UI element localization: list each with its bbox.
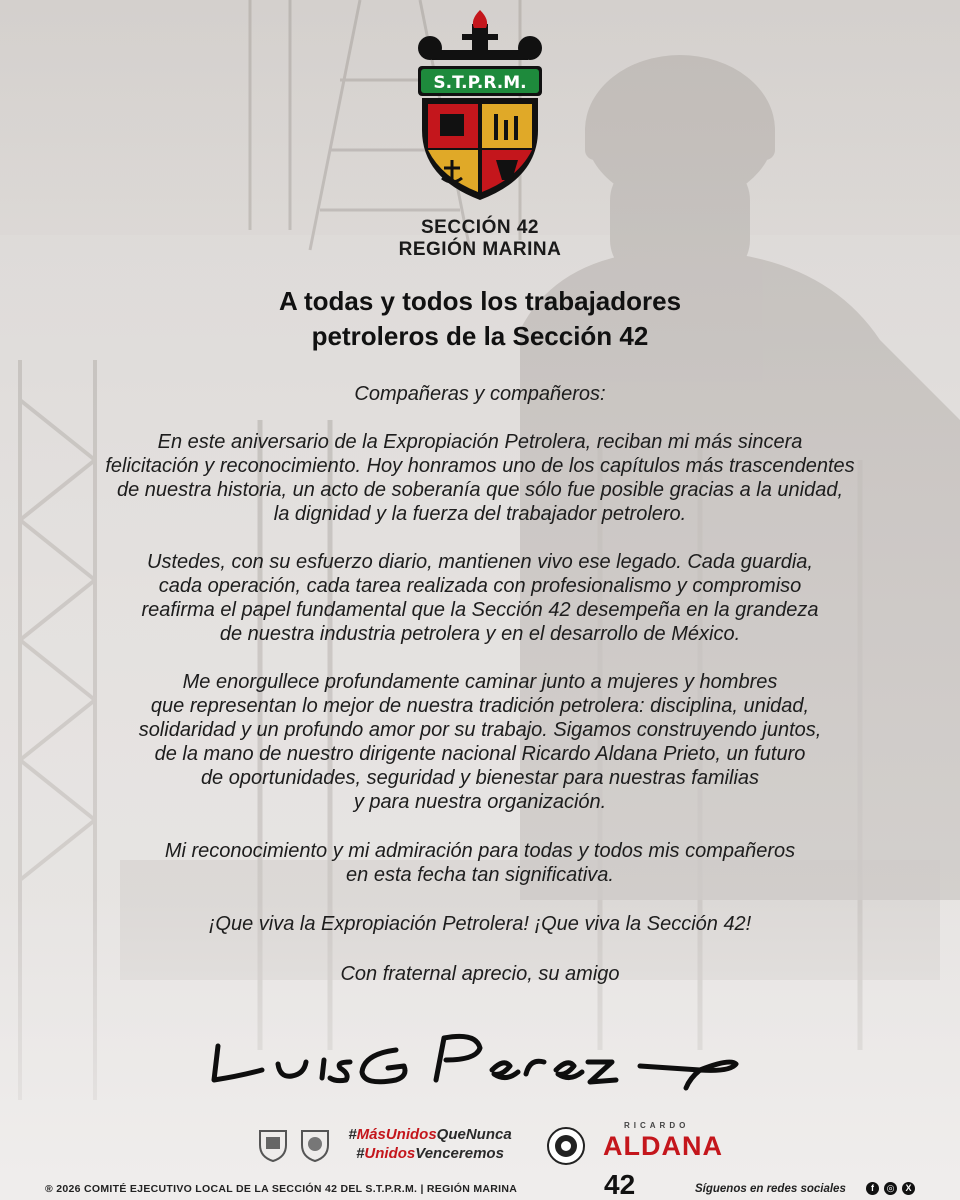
paragraph-line: Ustedes, con su esfuerzo diario, mantienen vivo ese legado. Cada guardia, <box>147 551 813 573</box>
paragraph-line: la dignidad y la fuerza del trabajador petrolero. <box>273 503 687 525</box>
paragraph-line: y para nuestra organización. <box>353 791 607 813</box>
letter-paragraph-4 <box>80 839 880 887</box>
hashtag-prefix: # <box>356 1145 365 1162</box>
paragraph-line: reafirma el papel fundamental que la Sección 42 desempeña en la grandeza <box>141 599 819 621</box>
hashtag-suffix: Venceremos <box>415 1145 504 1162</box>
paragraph-line: Mi reconocimiento y mi admiración para todas y todos mis compañeros <box>164 840 796 862</box>
letter-closing <box>80 962 880 986</box>
handwritten-signature <box>200 1018 760 1098</box>
letter-paragraph-3 <box>80 670 880 814</box>
paragraph-line: solidaridad y un profundo amor por su trabajo. Sigamos construyendo juntos, <box>138 719 822 741</box>
facebook-icon[interactable]: f <box>866 1182 879 1195</box>
hashtag-highlight: MásUnidos <box>356 1126 437 1143</box>
greeting-text: Compañeras y compañeros: <box>354 383 606 405</box>
logo-banner-text: S.T.P.R.M. <box>433 73 527 93</box>
paragraph-line: que representan lo mejor de nuestra tradición petrolera: disciplina, unidad, <box>150 695 810 717</box>
hashtag-1 <box>340 1125 520 1144</box>
x-icon[interactable]: X <box>902 1182 915 1195</box>
paragraph-line: de nuestra historia, un acto de soberanía que sólo fue posible gracias a la unidad, <box>116 479 844 501</box>
hashtag-suffix: QueNunca <box>436 1126 512 1143</box>
footer-section-number: 42 <box>604 1169 636 1200</box>
paragraph-line: cada operación, cada tarea realizada con profesionalismo y compromiso <box>158 575 802 597</box>
aldana-logo: ALDANA <box>603 1131 723 1161</box>
footer-copyright: ® 2026 COMITÉ EJECUTIVO LOCAL DE LA SECCIÓN 42 DEL S.T.P.R.M. | REGIÓN MARINA <box>45 1183 518 1195</box>
campaign-hashtags <box>340 1125 520 1163</box>
paragraph-line: Me enorgullece profundamente caminar junto a mujeres y hombres <box>182 671 778 693</box>
paragraph-line: en esta fecha tan significativa. <box>346 864 614 886</box>
paragraph-line: de oportunidades, seguridad y bienestar para nuestras familias <box>200 767 760 789</box>
region-name: REGIÓN MARINA <box>398 239 562 260</box>
headline-line-1: A todas y todos los trabajadores <box>278 286 682 316</box>
letter-paragraph-1 <box>80 430 880 526</box>
union-seal-icon <box>546 1126 586 1166</box>
headline-line-2: petroleros de la Sección 42 <box>311 321 649 351</box>
aldana-first-name: RICARDO <box>624 1121 690 1130</box>
letter-paragraph-2 <box>80 550 880 646</box>
paragraph-line: En este aniversario de la Expropiación Petrolera, reciban mi más sincera <box>157 431 803 453</box>
closing-text: Con fraternal aprecio, su amigo <box>340 963 620 985</box>
seccion-42-crest-icon <box>256 1127 290 1163</box>
stprm-logo <box>412 10 548 202</box>
unidad-crest-icon <box>298 1127 332 1163</box>
paragraph-line: felicitación y reconocimiento. Hoy honramos uno de los capítulos más trascendentes <box>105 455 855 477</box>
letter-greeting <box>80 382 880 406</box>
hashtag-prefix: # <box>348 1126 357 1143</box>
paragraph-line: de la mano de nuestro dirigente nacional Ricardo Aldana Prieto, un futuro <box>154 743 806 765</box>
paragraph-line: de nuestra industria petrolera y en el desarrollo de México. <box>219 623 741 645</box>
instagram-icon[interactable]: ◎ <box>884 1182 897 1195</box>
letter-cheer <box>80 912 880 936</box>
hashtag-2 <box>340 1144 520 1163</box>
social-label: Síguenos en redes sociales <box>695 1183 846 1195</box>
section-name: SECCIÓN 42 <box>421 217 539 238</box>
cheer-text: ¡Que viva la Expropiación Petrolera! ¡Que viva la Sección 42! <box>208 913 752 935</box>
hashtag-highlight: Unidos <box>364 1145 416 1162</box>
